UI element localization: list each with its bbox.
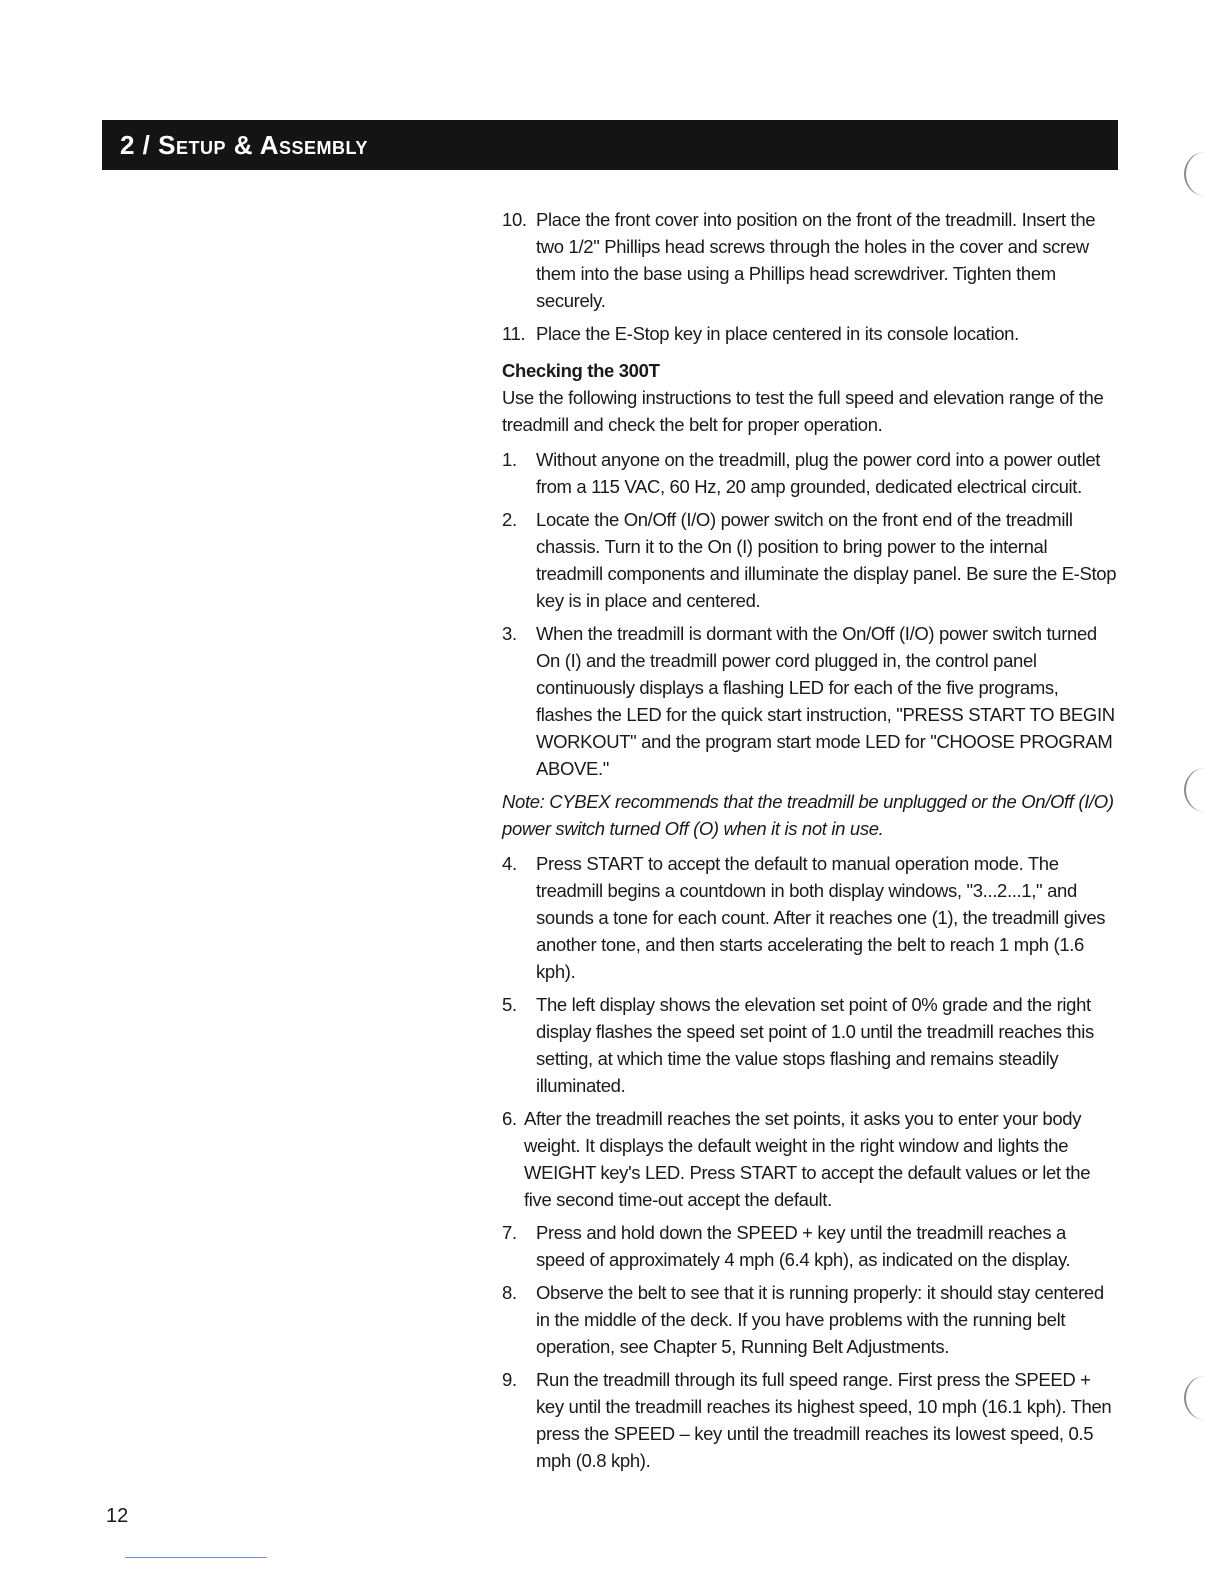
step-text: Press and hold down the SPEED + key until the treadmill reaches a speed of approximately 4 mph (6.4 kph), as indicated on the display. (536, 1222, 1071, 1270)
step-number: 4. (502, 853, 517, 874)
page-number: 12 (106, 1505, 129, 1527)
step-number: 10. (502, 209, 527, 230)
step-number: 1. (502, 449, 517, 470)
step-text: Run the treadmill through its full speed range. First press the SPEED + key until the treadmill reaches its highest speed, 10 mph (16.1 kph). Then press the SPEED – key until the treadmill reaches its lowest speed, 0.5 mph (0.8 kph). (536, 1369, 1112, 1471)
step-text: Without anyone on the treadmill, plug the power cord into a power outlet from a 115 VAC, 60 Hz, 20 amp grounded, dedicated electrical circuit. (536, 449, 1101, 497)
footer-rule (125, 1557, 267, 1558)
list-item (502, 320, 1117, 347)
list-item (502, 506, 1117, 614)
section-intro: Use the following instructions to test the full speed and elevation range of the treadmill and check the belt for proper operation. (502, 387, 1104, 435)
list-item (502, 1219, 1117, 1273)
page-content (502, 206, 1117, 1480)
step-text: Observe the belt to see that it is running properly: it should stay centered in the middle of the deck. If you have problems with the running belt operation, see Chapter 5, Running Belt Adjustments. (536, 1282, 1104, 1357)
binder-hole-top (1184, 152, 1224, 196)
section-heading: Checking the 300T (502, 360, 660, 381)
note-text: Note: CYBEX recommends that the treadmill be unplugged or the On/Off (I/O) power switch turned Off (O) when it is not in use. (502, 791, 1114, 839)
chapter-header-bar (102, 120, 1118, 170)
list-item (502, 1279, 1117, 1360)
binder-hole-middle (1184, 768, 1224, 812)
list-item (502, 1105, 1117, 1213)
step-number: 9. (502, 1369, 517, 1390)
step-number: 5. (502, 994, 517, 1015)
list-item (502, 991, 1117, 1099)
list-item (502, 850, 1117, 985)
step-text: Place the E-Stop key in place centered in its console location. (536, 323, 1019, 344)
list-item (502, 446, 1117, 500)
step-number: 8. (502, 1282, 517, 1303)
list-item (502, 206, 1117, 314)
step-number: 2. (502, 509, 517, 530)
step-text: Locate the On/Off (I/O) power switch on the front end of the treadmill chassis. Turn it to the On (I) position to bring power to the internal treadmill components and illuminate the display panel. Be sure the E-Stop key is in place and centered. (536, 509, 1117, 611)
step-number: 6. (502, 1108, 517, 1129)
step-text: When the treadmill is dormant with the On/Off (I/O) power switch turned On (I) and the treadmill power cord plugged in, the control panel continuously displays a flashing LED for each of the five programs, flashes the LED for the quick start instruction, "PRESS START TO BEGIN WORKOUT" and the program start mode LED for "CHOOSE PROGRAM ABOVE." (536, 623, 1115, 779)
step-text: The left display shows the elevation set point of 0% grade and the right display flashes the speed set point of 1.0 until the treadmill reaches this setting, at which time the value stops flashing and remains steadily illuminated. (536, 994, 1094, 1096)
step-text: After the treadmill reaches the set points, it asks you to enter your body weight. It displays the default weight in the right window and lights the WEIGHT key's LED. Press START to accept the default values or let the five second time-out accept the default. (524, 1108, 1091, 1210)
list-item (502, 1366, 1117, 1474)
chapter-title: 2 / Setup & Assembly (120, 130, 368, 160)
step-text: Place the front cover into position on the front of the treadmill. Insert the two 1/2" Phillips head screws through the holes in the cover and screw them into the base using a Phillips head screwdriver. Tighten them securely. (536, 209, 1096, 311)
list-item (502, 620, 1117, 782)
step-number: 7. (502, 1222, 517, 1243)
step-number: 11. (502, 323, 526, 344)
binder-hole-bottom (1184, 1376, 1224, 1420)
step-text: Press START to accept the default to manual operation mode. The treadmill begins a countdown in both display windows, "3...2...1," and sounds a tone for each count. After it reaches one (1), the treadmill gives another tone, and then starts accelerating the belt to reach 1 mph (1.6 kph). (536, 853, 1106, 982)
step-number: 3. (502, 623, 517, 644)
